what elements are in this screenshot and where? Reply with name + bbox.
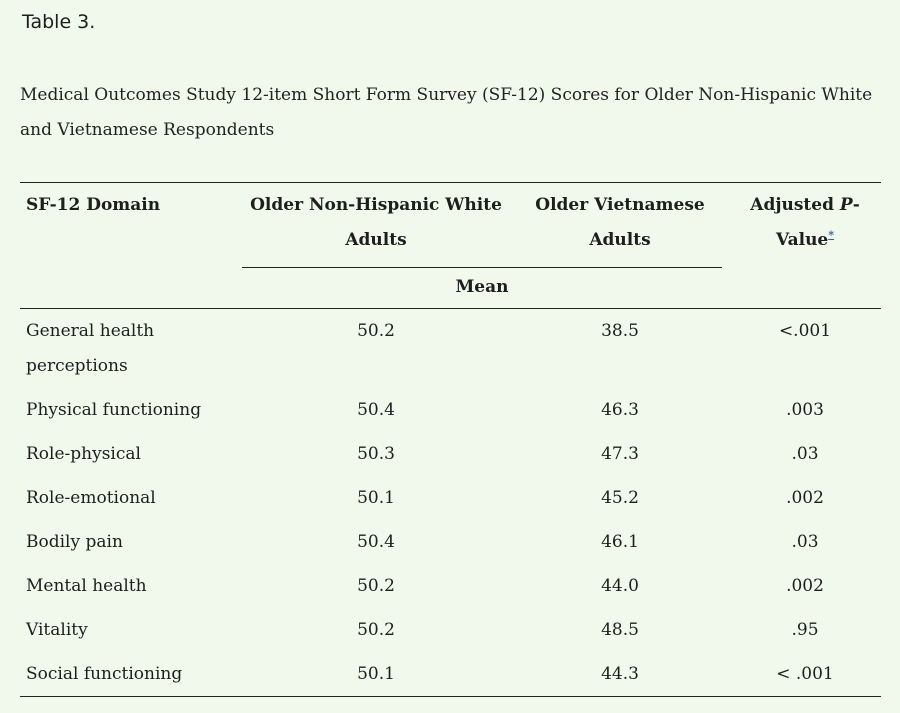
footnote-link[interactable]: *	[828, 228, 835, 242]
row-domain-line1: General health	[26, 321, 155, 341]
row-viet-mean: 38.5	[601, 321, 639, 341]
row-white-mean: 50.2	[357, 576, 395, 596]
header-viet	[510, 188, 730, 258]
row-domain-line1: Mental health	[26, 576, 147, 596]
row-domain	[26, 569, 147, 604]
header-p-line1: Adjusted P-	[750, 195, 860, 215]
row-white-mean: 50.1	[357, 488, 395, 508]
header-p-value	[730, 188, 880, 258]
row-domain-line1: Role-emotional	[26, 488, 156, 508]
row-p-value: .002	[786, 488, 824, 508]
header-viet-line2: Adults	[589, 230, 651, 250]
row-viet-mean: 44.3	[601, 664, 639, 684]
row-white-mean: 50.3	[357, 444, 395, 464]
row-viet-mean: 48.5	[601, 620, 639, 640]
row-domain	[26, 657, 182, 692]
row-white-mean: 50.2	[357, 321, 395, 341]
row-domain-line1: Social functioning	[26, 664, 183, 684]
row-domain-line1: Role-physical	[26, 444, 141, 464]
table-bottom-rule	[20, 696, 881, 697]
row-viet-mean: 44.0	[601, 576, 639, 596]
row-white-mean: 50.4	[357, 400, 395, 420]
header-viet-line1: Older Vietnamese	[535, 195, 705, 215]
table-label: Table 3.	[22, 11, 96, 33]
row-viet-mean: 46.3	[601, 400, 639, 420]
row-p-value: .002	[786, 576, 824, 596]
header-bottom-rule	[20, 308, 881, 309]
row-p-value: .03	[791, 444, 819, 464]
header-white-line1: Older Non-Hispanic White	[250, 195, 502, 215]
row-p-value: <.001	[778, 321, 832, 341]
row-domain-line1: Bodily pain	[26, 532, 123, 552]
row-p-value: .003	[786, 400, 824, 420]
row-domain	[26, 314, 154, 384]
row-domain-line1: Physical functioning	[26, 400, 202, 420]
header-white-line2: Adults	[345, 230, 407, 250]
table-top-rule	[20, 182, 881, 183]
row-viet-mean: 47.3	[601, 444, 639, 464]
mean-spanner-rule	[242, 267, 722, 268]
row-domain	[26, 437, 141, 472]
row-p-value: .03	[791, 532, 819, 552]
row-domain-line1: Vitality	[26, 620, 88, 640]
row-p-value: < .001	[776, 664, 834, 684]
row-white-mean: 50.1	[357, 664, 395, 684]
row-viet-mean: 45.2	[601, 488, 639, 508]
header-mean: Mean	[455, 277, 509, 297]
header-white	[242, 188, 510, 258]
row-white-mean: 50.2	[357, 620, 395, 640]
row-domain	[26, 525, 123, 560]
row-domain	[26, 393, 201, 428]
row-domain	[26, 481, 156, 516]
row-domain	[26, 613, 88, 648]
table-caption: Medical Outcomes Study 12-item Short Form Survey (SF-12) Scores for Older Non-Hispanic White and Vietnamese Respondents	[20, 85, 873, 140]
header-p-line2: Value*	[775, 228, 835, 250]
row-viet-mean: 46.1	[601, 532, 639, 552]
row-white-mean: 50.4	[357, 532, 395, 552]
row-domain-line2: perceptions	[26, 356, 128, 376]
header-domain: SF-12 Domain	[26, 195, 161, 215]
row-p-value: .95	[791, 620, 819, 640]
